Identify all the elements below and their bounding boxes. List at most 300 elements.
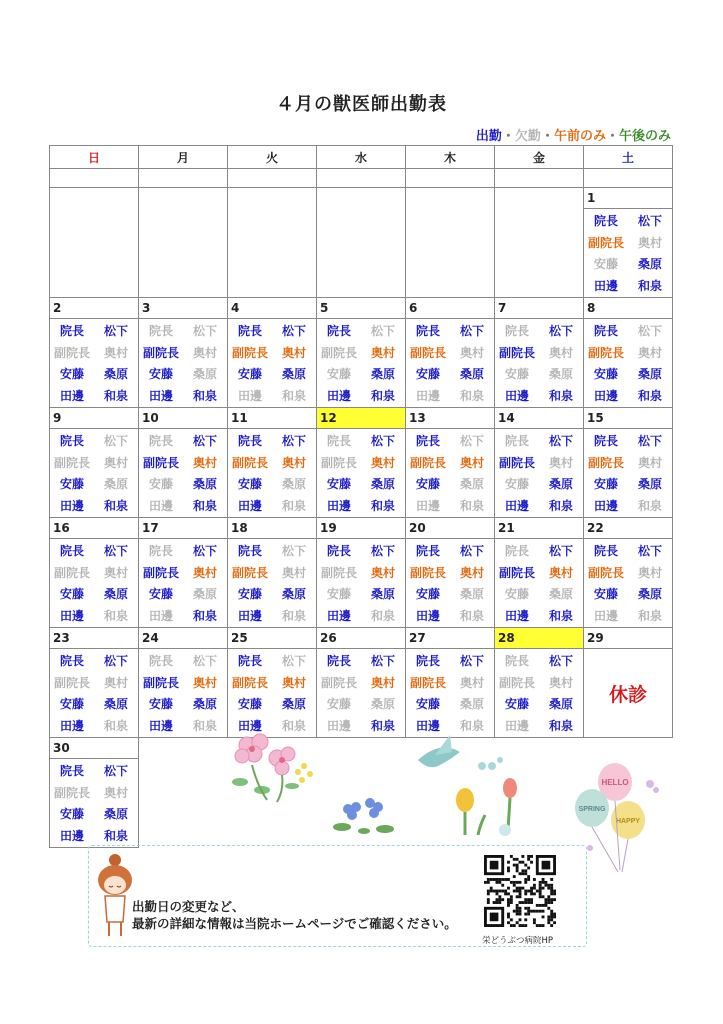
staff-row: [50, 429, 673, 518]
staff-name: 松下: [103, 544, 128, 558]
staff-name: 和泉: [459, 608, 484, 623]
balloon-spring-label: SPRING: [578, 806, 606, 813]
staff-name: 院長: [593, 214, 618, 228]
staff-name: 和泉: [637, 608, 662, 623]
staff-cell: [584, 429, 673, 518]
staff-name: 奥村: [548, 345, 573, 360]
staff-name: 院長: [148, 324, 173, 338]
staff-name: 桑原: [548, 477, 573, 491]
staff-name: 院長: [593, 324, 618, 338]
staff-grid: [50, 429, 138, 517]
legend-item: 出勤: [475, 129, 502, 144]
staff-name: 安藤: [59, 367, 84, 381]
legend: [476, 125, 671, 144]
spacer-row: [50, 169, 673, 188]
staff-name: 奥村: [548, 565, 573, 580]
staff-name: 松下: [637, 434, 662, 448]
staff-name: 田邊: [326, 608, 351, 623]
date-number: 6: [406, 298, 495, 319]
staff-name: 桑原: [459, 367, 484, 381]
staff-name: 田邊: [237, 498, 262, 513]
staff-name: 桑原: [637, 587, 662, 601]
staff-name: 安藤: [415, 367, 440, 381]
staff-name: 安藤: [59, 587, 84, 601]
staff-name: 田邊: [415, 388, 440, 403]
staff-name: 奥村: [548, 455, 573, 470]
staff-name: 松下: [548, 654, 573, 668]
date-number: 27: [406, 628, 495, 649]
staff-name: 副院長: [498, 345, 535, 360]
staff-name: 松下: [192, 544, 217, 558]
staff-name: 院長: [237, 434, 262, 448]
staff-name: 副院長: [409, 455, 446, 470]
staff-name: 奥村: [192, 345, 217, 360]
legend-item: 午前のみ: [553, 129, 606, 144]
bowing-girl-illustration: [95, 852, 135, 940]
date-number: 3: [139, 298, 228, 319]
staff-name: 和泉: [103, 388, 128, 403]
date-number: 7: [495, 298, 584, 319]
staff-name: 和泉: [103, 498, 128, 513]
staff-grid: [584, 539, 672, 627]
staff-cell: [495, 429, 584, 518]
staff-grid: [139, 319, 227, 407]
staff-name: 桑原: [637, 367, 662, 381]
staff-cell: [317, 319, 406, 408]
staff-name: 副院長: [587, 565, 624, 580]
date-number: 19: [317, 518, 406, 539]
staff-name: 和泉: [459, 388, 484, 403]
staff-name: 松下: [370, 434, 395, 448]
staff-grid: [406, 539, 494, 627]
staff-name: 桑原: [192, 367, 217, 381]
staff-name: 松下: [281, 434, 306, 448]
staff-name: 院長: [415, 324, 440, 338]
empty-staff-cell: [228, 209, 317, 298]
staff-grid: [584, 429, 672, 517]
date-number: 12: [317, 408, 406, 429]
staff-name: 和泉: [281, 718, 306, 733]
staff-name: 田邊: [148, 718, 173, 733]
staff-name: 奥村: [103, 785, 128, 800]
staff-name: 奥村: [281, 345, 306, 360]
date-number: 5: [317, 298, 406, 319]
staff-name: 和泉: [370, 498, 395, 513]
staff-grid: [228, 539, 316, 627]
staff-grid: [495, 319, 583, 407]
staff-name: 和泉: [281, 388, 306, 403]
staff-cell: [50, 649, 139, 738]
staff-name: 副院長: [142, 345, 179, 360]
staff-name: 和泉: [637, 278, 662, 293]
staff-grid: [50, 759, 138, 847]
qr-code-label: 栄どうぶつ病院HP: [482, 936, 554, 946]
staff-name: 副院長: [587, 345, 624, 360]
staff-name: 和泉: [192, 608, 217, 623]
staff-cell: [139, 319, 228, 408]
staff-name: 副院長: [53, 785, 90, 800]
staff-name: 桑原: [281, 697, 306, 711]
staff-name: 松下: [103, 434, 128, 448]
staff-name: 奥村: [192, 455, 217, 470]
staff-name: 桑原: [370, 697, 395, 711]
staff-grid: [139, 649, 227, 737]
staff-name: 奥村: [281, 565, 306, 580]
staff-name: 田邊: [593, 608, 618, 623]
staff-name: 安藤: [504, 587, 529, 601]
staff-name: 院長: [415, 434, 440, 448]
staff-name: 副院長: [231, 455, 268, 470]
staff-name: 院長: [326, 544, 351, 558]
staff-cell: [139, 429, 228, 518]
staff-name: 奥村: [637, 455, 662, 470]
staff-name: 副院長: [498, 565, 535, 580]
weekday-header: 金: [495, 146, 584, 169]
staff-grid: [584, 319, 672, 407]
staff-grid: [228, 319, 316, 407]
staff-name: 安藤: [593, 587, 618, 601]
empty-date-cell: [584, 738, 673, 759]
empty-date-cell: [50, 188, 139, 209]
date-number: 28: [495, 628, 584, 649]
staff-name: 院長: [237, 654, 262, 668]
staff-row: [50, 209, 673, 298]
date-number: 15: [584, 408, 673, 429]
staff-name: 安藤: [326, 367, 351, 381]
staff-name: 和泉: [192, 388, 217, 403]
staff-name: 奥村: [370, 345, 395, 360]
staff-name: 桑原: [548, 697, 573, 711]
staff-name: 副院長: [231, 675, 268, 690]
empty-date-cell: [228, 188, 317, 209]
staff-cell: [406, 429, 495, 518]
date-row: [50, 738, 673, 759]
weekday-header: 月: [139, 146, 228, 169]
staff-name: 副院長: [231, 565, 268, 580]
date-number: 24: [139, 628, 228, 649]
staff-name: 院長: [415, 654, 440, 668]
staff-name: 田邊: [326, 718, 351, 733]
staff-cell: [228, 429, 317, 518]
staff-name: 副院長: [409, 675, 446, 690]
staff-cell: [228, 319, 317, 408]
staff-name: 松下: [192, 654, 217, 668]
staff-name: 田邊: [326, 498, 351, 513]
staff-grid: [50, 539, 138, 627]
staff-cell: [50, 759, 139, 848]
staff-name: 院長: [504, 324, 529, 338]
date-number: 30: [50, 738, 139, 759]
staff-name: 桑原: [370, 367, 395, 381]
staff-cell: [584, 539, 673, 628]
legend-separator: ・: [540, 129, 554, 144]
empty-date-cell: [139, 738, 228, 759]
staff-cell: [317, 429, 406, 518]
staff-cell: [495, 649, 584, 738]
staff-name: 田邊: [415, 608, 440, 623]
staff-name: 松下: [637, 324, 662, 338]
staff-name: 田邊: [237, 718, 262, 733]
staff-name: 副院長: [142, 565, 179, 580]
notice-line-1: 出勤日の変更など、: [132, 899, 245, 914]
staff-name: 田邊: [504, 718, 529, 733]
staff-name: 副院長: [409, 345, 446, 360]
weekday-header-row: [50, 146, 673, 169]
staff-cell: [228, 539, 317, 628]
staff-name: 奥村: [103, 675, 128, 690]
staff-name: 桑原: [637, 257, 662, 271]
calendar-table: [49, 145, 673, 848]
staff-name: 和泉: [548, 388, 573, 403]
staff-name: 田邊: [59, 828, 84, 843]
page-title: ４月の獣医師出勤表: [276, 94, 447, 115]
staff-name: 田邊: [504, 388, 529, 403]
date-number: 10: [139, 408, 228, 429]
staff-name: 院長: [59, 764, 84, 778]
empty-staff-cell: [139, 759, 228, 848]
staff-name: 桑原: [459, 477, 484, 491]
staff-name: 和泉: [103, 828, 128, 843]
weekday-header: 火: [228, 146, 317, 169]
staff-name: 和泉: [370, 608, 395, 623]
staff-grid: [406, 429, 494, 517]
staff-name: 奥村: [637, 235, 662, 250]
staff-cell: [139, 649, 228, 738]
empty-date-cell: [317, 188, 406, 209]
staff-name: 院長: [326, 654, 351, 668]
staff-name: 奥村: [637, 565, 662, 580]
staff-name: 安藤: [237, 477, 262, 491]
date-number: 4: [228, 298, 317, 319]
staff-name: 松下: [637, 214, 662, 228]
staff-name: 松下: [103, 764, 128, 778]
staff-name: 松下: [103, 324, 128, 338]
staff-name: 松下: [548, 434, 573, 448]
date-number: 21: [495, 518, 584, 539]
staff-name: 副院長: [53, 675, 90, 690]
staff-name: 奥村: [548, 675, 573, 690]
staff-name: 副院長: [320, 455, 357, 470]
date-number: 23: [50, 628, 139, 649]
empty-staff-cell: [139, 209, 228, 298]
staff-name: 院長: [326, 434, 351, 448]
staff-name: 院長: [593, 434, 618, 448]
staff-name: 奥村: [459, 565, 484, 580]
staff-name: 安藤: [148, 477, 173, 491]
staff-grid: [406, 649, 494, 737]
staff-name: 院長: [148, 434, 173, 448]
staff-name: 安藤: [415, 587, 440, 601]
staff-name: 桑原: [103, 807, 128, 821]
staff-name: 田邊: [148, 498, 173, 513]
empty-staff-cell: [495, 209, 584, 298]
staff-grid: [139, 539, 227, 627]
staff-name: 安藤: [148, 587, 173, 601]
date-row: [50, 628, 673, 649]
staff-name: 奥村: [370, 675, 395, 690]
staff-name: 副院長: [320, 345, 357, 360]
staff-name: 副院長: [498, 455, 535, 470]
staff-name: 松下: [281, 324, 306, 338]
legend-separator: ・: [501, 129, 515, 144]
staff-cell: [495, 319, 584, 408]
staff-name: 田邊: [148, 388, 173, 403]
staff-name: 松下: [192, 434, 217, 448]
staff-name: 副院長: [231, 345, 268, 360]
staff-name: 安藤: [237, 367, 262, 381]
staff-name: 副院長: [142, 455, 179, 470]
staff-name: 和泉: [103, 718, 128, 733]
staff-name: 安藤: [593, 477, 618, 491]
staff-name: 安藤: [415, 697, 440, 711]
staff-name: 副院長: [53, 345, 90, 360]
staff-name: 田邊: [415, 718, 440, 733]
staff-name: 副院長: [53, 455, 90, 470]
staff-cell: [50, 429, 139, 518]
staff-name: 桑原: [548, 367, 573, 381]
staff-name: 松下: [192, 324, 217, 338]
staff-name: 奥村: [370, 565, 395, 580]
staff-name: 安藤: [504, 367, 529, 381]
blue-flowers-illustration: [330, 795, 405, 840]
staff-grid: [317, 539, 405, 627]
date-number: 1: [584, 188, 673, 209]
staff-name: 桑原: [459, 697, 484, 711]
staff-name: 田邊: [593, 388, 618, 403]
staff-name: 安藤: [504, 697, 529, 711]
staff-name: 松下: [459, 654, 484, 668]
staff-name: 奥村: [192, 565, 217, 580]
date-row: [50, 188, 673, 209]
empty-staff-cell: [406, 209, 495, 298]
staff-name: 安藤: [59, 477, 84, 491]
staff-name: 安藤: [326, 697, 351, 711]
bird-and-flowers-illustration: [410, 730, 530, 840]
staff-cell: [406, 649, 495, 738]
staff-grid: [228, 429, 316, 517]
staff-name: 桑原: [370, 587, 395, 601]
staff-name: 田邊: [148, 608, 173, 623]
empty-staff-cell: [317, 209, 406, 298]
staff-name: 院長: [415, 544, 440, 558]
staff-name: 副院長: [498, 675, 535, 690]
date-number: 20: [406, 518, 495, 539]
staff-row: [50, 539, 673, 628]
staff-name: 桑原: [281, 587, 306, 601]
staff-name: 田邊: [59, 718, 84, 733]
staff-name: 和泉: [103, 608, 128, 623]
date-row: [50, 408, 673, 429]
staff-name: 副院長: [587, 455, 624, 470]
staff-name: 院長: [148, 654, 173, 668]
staff-name: 安藤: [326, 587, 351, 601]
staff-grid: [50, 319, 138, 407]
staff-name: 和泉: [370, 718, 395, 733]
staff-name: 院長: [504, 654, 529, 668]
staff-name: 院長: [59, 434, 84, 448]
empty-staff-cell: [50, 209, 139, 298]
staff-name: 松下: [548, 544, 573, 558]
date-number: 11: [228, 408, 317, 429]
staff-name: 安藤: [148, 697, 173, 711]
staff-name: 副院長: [142, 675, 179, 690]
staff-name: 安藤: [415, 477, 440, 491]
staff-name: 桑原: [103, 367, 128, 381]
staff-name: 院長: [593, 544, 618, 558]
staff-name: 松下: [459, 434, 484, 448]
staff-name: 桑原: [192, 587, 217, 601]
staff-name: 安藤: [593, 257, 618, 271]
staff-name: 田邊: [59, 388, 84, 403]
staff-row: [50, 319, 673, 408]
staff-name: 田邊: [237, 608, 262, 623]
staff-name: 松下: [281, 544, 306, 558]
legend-item: 欠勤: [514, 129, 541, 144]
staff-name: 桑原: [192, 477, 217, 491]
staff-name: 和泉: [370, 388, 395, 403]
staff-cell: [406, 319, 495, 408]
staff-name: 院長: [504, 434, 529, 448]
staff-name: 安藤: [593, 367, 618, 381]
staff-name: 松下: [103, 654, 128, 668]
staff-name: 院長: [237, 324, 262, 338]
staff-name: 院長: [59, 654, 84, 668]
qr-code[interactable]: [484, 855, 556, 927]
staff-grid: [584, 209, 672, 297]
staff-grid: [317, 429, 405, 517]
staff-name: 副院長: [320, 565, 357, 580]
staff-name: 安藤: [148, 367, 173, 381]
date-number: 13: [406, 408, 495, 429]
staff-name: 桑原: [281, 477, 306, 491]
staff-name: 副院長: [587, 235, 624, 250]
staff-name: 田邊: [593, 278, 618, 293]
staff-name: 桑原: [548, 587, 573, 601]
weekday-header: 木: [406, 146, 495, 169]
staff-name: 桑原: [103, 697, 128, 711]
weekday-header: 日: [50, 146, 139, 169]
date-number: 2: [50, 298, 139, 319]
staff-name: 和泉: [192, 498, 217, 513]
notice-text: [132, 898, 457, 932]
staff-name: 安藤: [59, 807, 84, 821]
staff-name: 院長: [326, 324, 351, 338]
staff-name: 安藤: [504, 477, 529, 491]
staff-name: 安藤: [326, 477, 351, 491]
staff-name: 奥村: [459, 345, 484, 360]
date-row: [50, 518, 673, 539]
staff-grid: [495, 429, 583, 517]
staff-name: 奥村: [103, 455, 128, 470]
weekday-header: 水: [317, 146, 406, 169]
date-number: 25: [228, 628, 317, 649]
staff-name: 副院長: [53, 565, 90, 580]
staff-name: 桑原: [459, 587, 484, 601]
staff-name: 田邊: [59, 498, 84, 513]
staff-name: 副院長: [320, 675, 357, 690]
staff-name: 田邊: [504, 608, 529, 623]
staff-name: 和泉: [459, 498, 484, 513]
staff-name: 院長: [504, 544, 529, 558]
staff-name: 院長: [59, 544, 84, 558]
notice-line-2: 最新の詳細な情報は当院ホームページでご確認ください。: [132, 916, 457, 931]
staff-name: 和泉: [192, 718, 217, 733]
weekday-header: 土: [584, 146, 673, 169]
empty-date-cell: [495, 188, 584, 209]
date-number: 18: [228, 518, 317, 539]
staff-name: 奥村: [459, 455, 484, 470]
date-number: 8: [584, 298, 673, 319]
